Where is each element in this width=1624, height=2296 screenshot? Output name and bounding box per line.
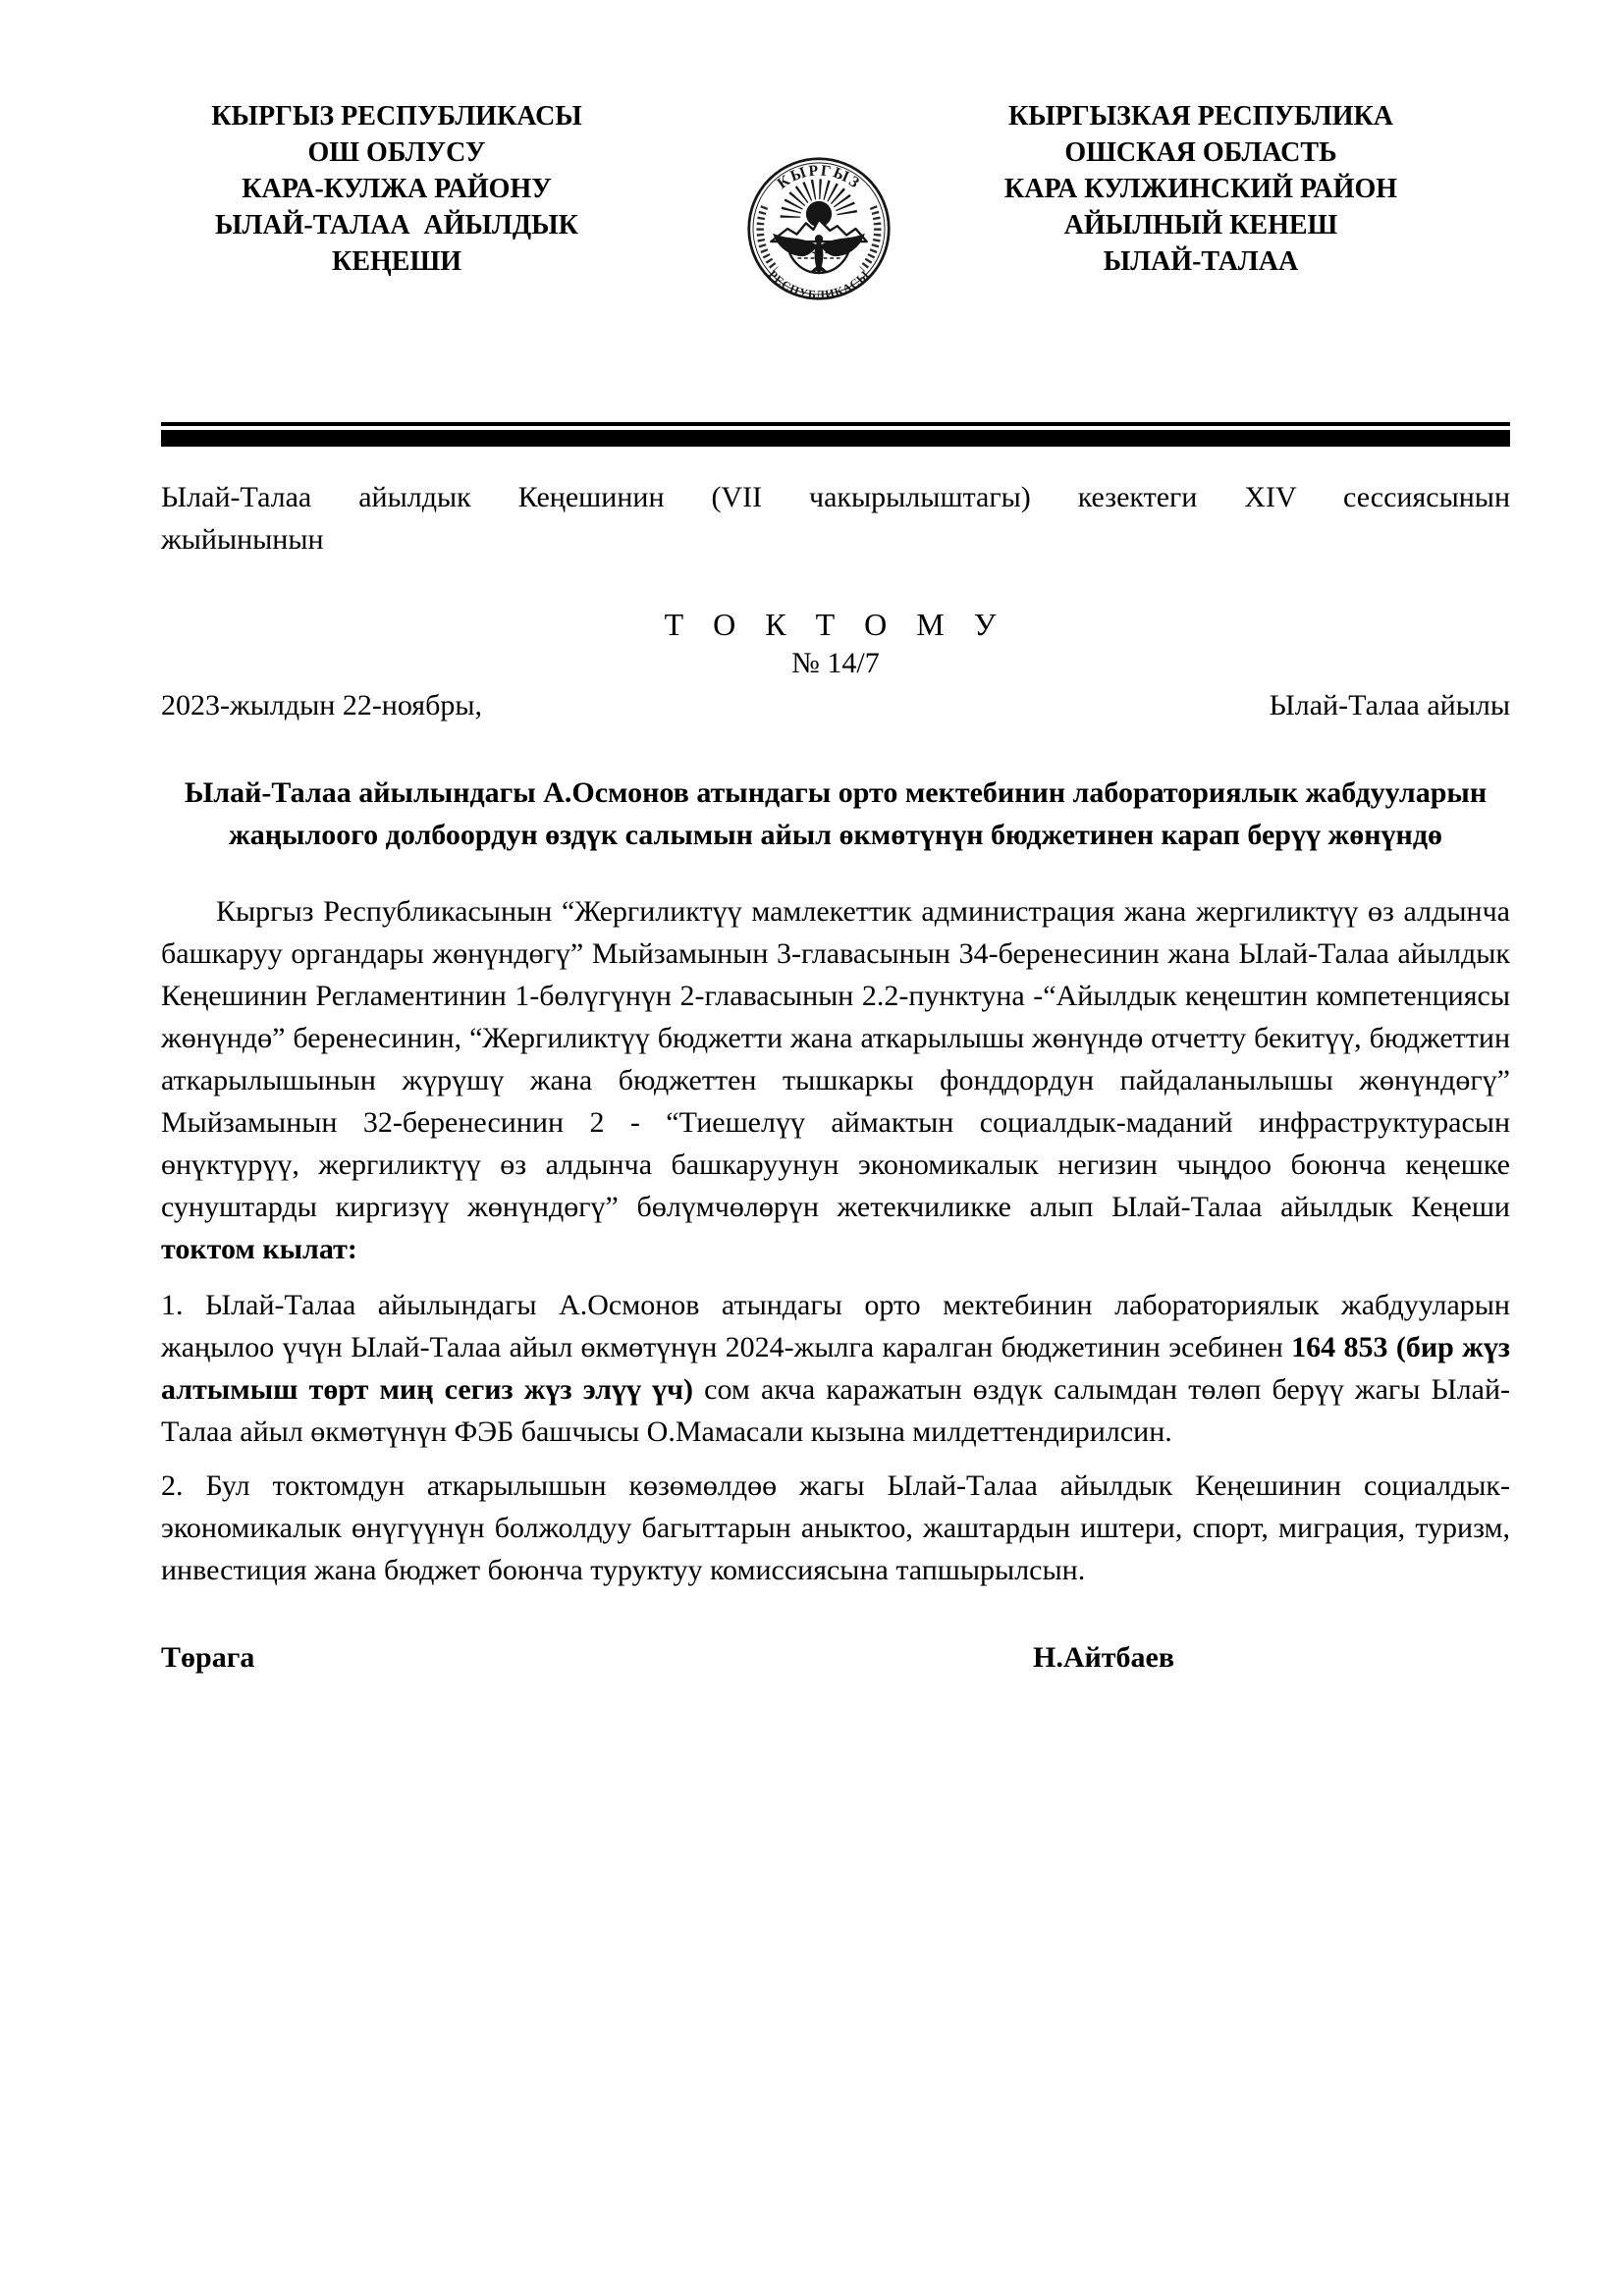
session-line-1: Ылай-Талаа айылдык Кеңешинин (VII чакырылыштагы) кезектеги XIV сессиясынын — [161, 481, 1510, 513]
emblem-top-text: КЫРГЫЗ — [774, 162, 864, 193]
preamble-resolution-phrase: токтом кылат: — [161, 1233, 357, 1265]
signature-name: Н.Айтбаев — [1033, 1641, 1175, 1674]
signature-role: Төрага — [161, 1641, 255, 1674]
emblem-eagle-icon — [773, 234, 865, 275]
decree-meta-row — [161, 684, 1510, 726]
letterhead — [161, 98, 1510, 302]
preamble-paragraph — [161, 890, 1510, 1270]
decree-subject-title: Ылай-Талаа айылындагы А.Осмонов атындагы орто мектебинин лабораториялык жабдууларын жаңылоого долбоордун өздүк салымын айыл өкмөтүнүн бюджетинен карап берүү жөнүндө — [184, 776, 1488, 851]
letterhead-left-line: ЫЛАЙ-ТАЛАА АЙЫЛДЫК — [215, 210, 578, 240]
item1-text-post: сом акча каражатын өздүк салымдан төлөп берүү жагы Ылай-Талаа айыл өкмөтүнүн ФЭБ башчысы О.Мамасали кызына милдеттендирилсин. — [161, 1373, 1510, 1448]
letterhead-right-block — [960, 98, 1441, 280]
session-line-2: жыйынынын — [161, 523, 324, 556]
horizontal-rule — [161, 422, 1510, 447]
emblem-bottom-text: РЕСПУБЛИКАСЫ — [765, 267, 872, 302]
letterhead-left-line: КЕҢЕШИ — [332, 246, 461, 277]
letterhead-left-line: ОШ ОБЛУСУ — [307, 137, 486, 168]
session-line — [161, 476, 1510, 561]
decree-item-2: 2. Бул токтомдун аткарылышын көзөмөлдөө жагы Ылай-Талаа айылдык Кеңешинин социалдык-экономикалык өнүгүүнүн болжолдуу багыттарын аныктоо, жаштардын иштери, спорт, миграция, туризм, инвестиция жана бюджет боюнча туруктуу комиссиясына тапшырылсын. — [161, 1469, 1510, 1586]
decree-place: Ылай-Талаа айылы — [1269, 689, 1510, 721]
letterhead-right-line: АЙЫЛНЫЙ КЕНЕШ — [1063, 210, 1338, 240]
letterhead-center — [632, 98, 960, 302]
letterhead-left-line: КЫРГЫЗ РЕСПУБЛИКАСЫ — [211, 101, 582, 132]
decree-date: 2023-жылдын 22-ноябры, — [161, 689, 483, 721]
letterhead-left-line: КАРА-КУЛЖА РАЙОНУ — [242, 174, 552, 204]
emblem-left-garland — [760, 207, 776, 270]
letterhead-right-line: ЫЛАЙ-ТАЛАА — [1103, 246, 1299, 277]
letterhead-left-block — [161, 98, 632, 280]
letterhead-right-line: КЫРГЫЗКАЯ РЕСПУБЛИКА — [1007, 101, 1394, 132]
decree-number: № 14/7 — [791, 647, 880, 679]
item1-amount: 164 853 (бир жүз алтымыш төрт миң сегиз жүз элүү үч) — [161, 1331, 1510, 1406]
kyrgyz-republic-emblem-logo — [745, 155, 893, 302]
signature-row — [161, 1636, 1510, 1679]
preamble-text: Кыргыз Республикасынын “Жергиликтүү мамлекеттик администрация жана жергиликтүү өз алдынча башкаруу органдары жөнүндөгү” Мыйзамынын 3-главасынын 34-беренесинин жана Ылай-Талаа айылдык Кеңешинин Регламентинин 1-бөлүгүнүн 2-главасынын 2.2-пунктуна -“Айылдык кеңештин компетенциясы жөнүндө” беренесинин, “Жергиликтүү бюджетти жана аткарылышы жөнүндө отчетту бекитүү, бюджеттин аткарылышынын жүрүшү жана бюджеттен тышкаркы фонддордун пайдаланылышы жөнүндөгү” Мыйзамынын 32-беренесинин 2 - “Тиешелүү аймактын социалдык-маданий инфраструктурасын өнүктүрүү, жергиликтүү өз алдынча башкаруунун экономикалык негизин чыңдоо боюнча кеңешке сунуштарды киргизүү жөнүндөгү” бөлүмчөлөрүн жетекчиликке алып Ылай-Талаа айылдык Кеңеши — [161, 895, 1510, 1223]
decree-item-1 — [161, 1284, 1510, 1453]
letterhead-right-line: КАРА КУЛЖИНСКИЙ РАЙОН — [1003, 174, 1398, 204]
letterhead-right-line: ОШСКАЯ ОБЛАСТЬ — [1064, 137, 1337, 168]
item1-text-pre: 1. Ылай-Талаа айылындагы А.Осмонов атындагы орто мектебинин лабораториялык жабдууларын жаңылоо үчүн Ылай-Талаа айыл өкмөтүнүн 2024-жылга каралган бюджетинин эсебинен — [161, 1289, 1510, 1363]
horizontal-rule-bar — [161, 430, 1510, 447]
decree-heading: Т О К Т О М У — [664, 607, 1007, 642]
